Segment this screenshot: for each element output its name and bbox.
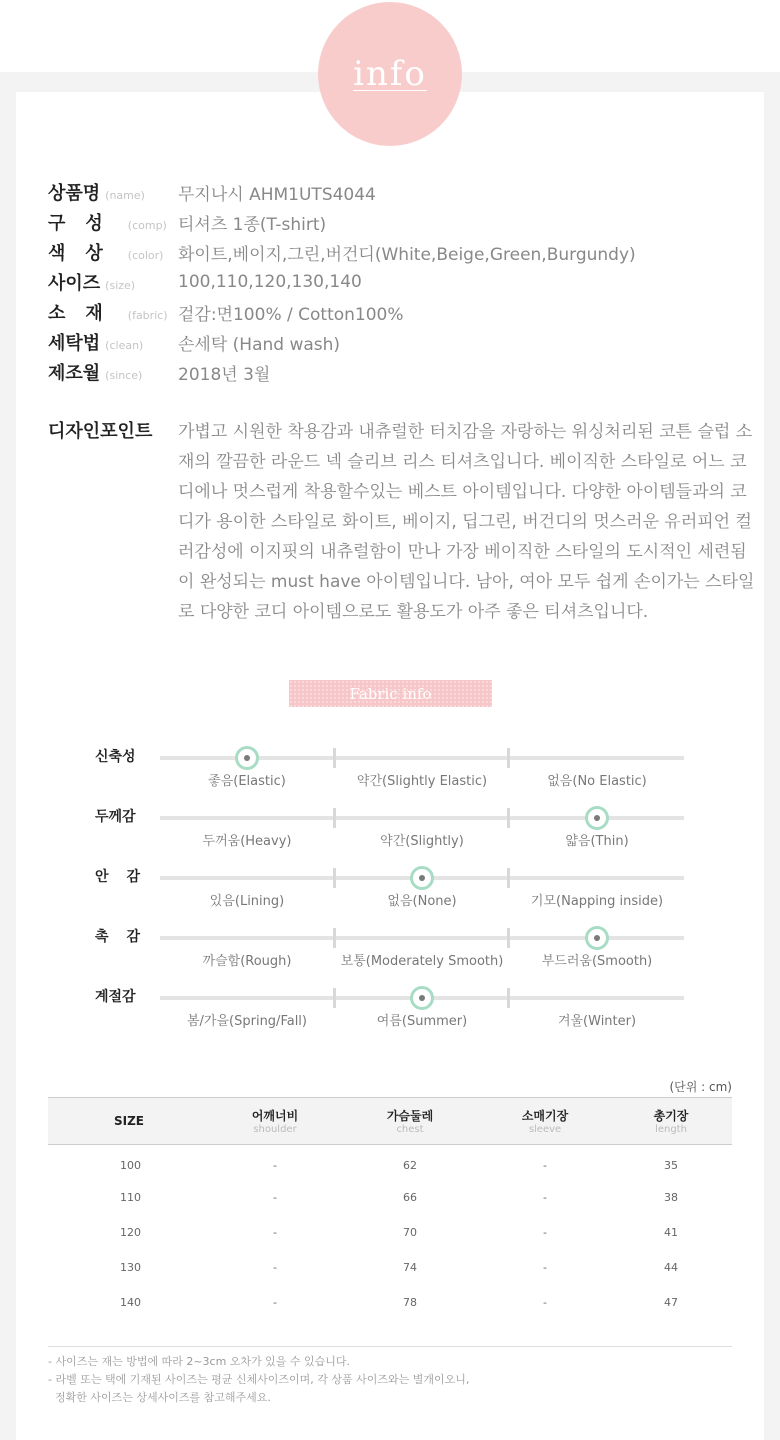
size-unit: (단위 : cm) xyxy=(669,1080,732,1094)
fabric-selected-marker xyxy=(410,866,434,890)
spec-label-en: (fabric) xyxy=(127,309,168,322)
fabric-option-label: 없음(None) xyxy=(387,894,457,909)
spec-row-clean xyxy=(48,327,748,357)
fabric-row-label: 안감 xyxy=(95,869,159,885)
fabric-selected-marker xyxy=(585,926,609,950)
fabric-option-label: 두꺼움(Heavy) xyxy=(202,834,292,849)
note-line: 정확한 사이즈는 상세사이즈를 참고해주세요. xyxy=(48,1391,271,1404)
fabric-scale-tick xyxy=(333,988,336,1008)
spec-label: 세탁법 xyxy=(48,333,101,354)
fabric-scale-tick xyxy=(333,748,336,768)
spec-label-en: (since) xyxy=(105,369,143,382)
spec-row-color xyxy=(48,237,748,267)
fabric-row-label: 촉감 xyxy=(95,929,159,945)
fabric-scale-tick xyxy=(507,808,510,828)
table-row: 120 - 70 - 41 xyxy=(120,1225,678,1239)
spec-value: 무지나시 AHM1UTS4044 xyxy=(178,184,376,205)
header-length: 총기장 length xyxy=(653,1109,689,1135)
size-table xyxy=(48,1097,732,1320)
spec-row-name xyxy=(48,177,748,207)
fabric-option-label: 기모(Napping inside) xyxy=(530,894,664,909)
header-chest: 가슴둘레 chest xyxy=(386,1109,434,1135)
info-badge xyxy=(318,2,462,146)
fabric-scale-tick xyxy=(507,868,510,888)
fabric-scale-tick xyxy=(333,868,336,888)
header-size: SIZE xyxy=(113,1114,144,1128)
note-line: - 라벨 또는 택에 기재된 사이즈는 평균 신체사이즈이며, 각 상품 사이즈와는 별개이오니, xyxy=(48,1373,470,1386)
fabric-row xyxy=(0,989,780,1056)
fabric-option-label: 약간(Slightly) xyxy=(380,834,464,849)
fabric-info-title-text: Fabric info xyxy=(349,684,432,703)
spec-value: 티셔츠 1종(T-shirt) xyxy=(178,214,327,235)
design-point-section xyxy=(48,417,760,627)
spec-label: 구성 xyxy=(48,213,123,234)
fabric-scale-tick xyxy=(507,988,510,1008)
spec-row-fabric xyxy=(48,297,748,327)
fabric-scale-tick xyxy=(333,808,336,828)
table-row: 100 - 62 - 35 xyxy=(120,1158,678,1172)
fabric-option-label: 있음(Lining) xyxy=(209,894,285,909)
spec-value: 화이트,베이지,그린,버건디(White,Beige,Green,Burgundy) xyxy=(178,244,636,265)
spec-label-en: (comp) xyxy=(127,219,167,232)
fabric-info-title xyxy=(289,680,492,707)
fabric-scale-tick xyxy=(507,748,510,768)
spec-row-since xyxy=(48,357,748,387)
fabric-option-label: 까슬함(Rough) xyxy=(202,954,292,969)
spec-value: 100,110,120,130,140 xyxy=(178,272,362,292)
table-row: 130 - 74 - 44 xyxy=(120,1260,678,1274)
spec-value: 손세탁 (Hand wash) xyxy=(178,334,341,355)
design-point-label: 디자인포인트 xyxy=(48,421,153,442)
table-row: 110 - 66 - 38 xyxy=(120,1190,678,1204)
fabric-row-label: 두께감 xyxy=(95,809,136,825)
info-title: info xyxy=(353,54,427,94)
header-sleeve: 소매기장 sleeve xyxy=(521,1109,569,1135)
note-line: - 사이즈는 재는 방법에 따라 2~3cm 오차가 있을 수 있습니다. xyxy=(48,1355,351,1368)
spec-row-comp xyxy=(48,207,748,237)
fabric-row-label: 계절감 xyxy=(95,989,136,1005)
fabric-option-label: 봄/가을(Spring/Fall) xyxy=(186,1014,307,1029)
fabric-option-label: 보통(Moderately Smooth) xyxy=(340,954,504,969)
spec-label-en: (name) xyxy=(105,189,145,202)
design-point-text: 가볍고 시원한 착용감과 내츄럴한 터치감을 자랑하는 워싱처리된 코튼 슬럽 소재의 깔끔한 라운드 넥 슬리브 리스 티셔츠입니다. 베이직한 스타일로 어느 코디에나 멋스럽게 착용할수있는 베스트 아이템입니다. 다양한 아이템들과의 코디가 용이한 스타일로 화이트, 베이지, 딥그린, 버건디의 멋스러운 유러피언 컬러감성에 이지핏의 내츄럴함이 만나 가장 베이직한 스타일의 도시적인 세련됨이 완성되는 must have 아이템입니다. 남아, 여아 모두 쉽게 손이가는 스타일로 다양한 코디 아이템으로도 활용도가 아주 좋은 티셔츠입니다. xyxy=(178,422,755,622)
size-notes xyxy=(48,1346,732,1407)
fabric-selected-marker xyxy=(235,746,259,770)
spec-label: 상품명 xyxy=(48,183,101,204)
table-row: 140 - 78 - 47 xyxy=(120,1295,678,1309)
spec-label-en: (clean) xyxy=(105,339,144,352)
fabric-selected-marker xyxy=(585,806,609,830)
spec-label: 사이즈 xyxy=(48,273,101,294)
fabric-scale-tick xyxy=(333,928,336,948)
fabric-option-label: 부드러움(Smooth) xyxy=(541,954,653,969)
fabric-option-label: 겨울(Winter) xyxy=(557,1014,637,1029)
spec-label-en: (size) xyxy=(105,279,136,292)
spec-label: 소재 xyxy=(48,303,123,324)
fabric-option-label: 약간(Slightly Elastic) xyxy=(356,774,488,789)
fabric-option-label: 얇음(Thin) xyxy=(565,834,629,849)
fabric-selected-marker xyxy=(410,986,434,1010)
spec-label: 색상 xyxy=(48,243,123,264)
header-shoulder: 어깨너비 shoulder xyxy=(251,1109,299,1135)
spec-value: 겉감:면100% / Cotton100% xyxy=(178,304,404,325)
fabric-option-label: 없음(No Elastic) xyxy=(547,774,647,789)
spec-value: 2018년 3월 xyxy=(178,364,271,385)
spec-row-size xyxy=(48,267,748,297)
product-spec-list xyxy=(48,177,748,387)
fabric-option-label: 여름(Summer) xyxy=(376,1014,468,1029)
spec-label: 제조월 xyxy=(48,363,101,384)
fabric-option-label: 좋음(Elastic) xyxy=(208,774,286,789)
fabric-row-label: 신축성 xyxy=(95,749,136,765)
size-table-header xyxy=(48,1098,732,1145)
fabric-scale-tick xyxy=(507,928,510,948)
spec-label-en: (color) xyxy=(127,249,164,262)
